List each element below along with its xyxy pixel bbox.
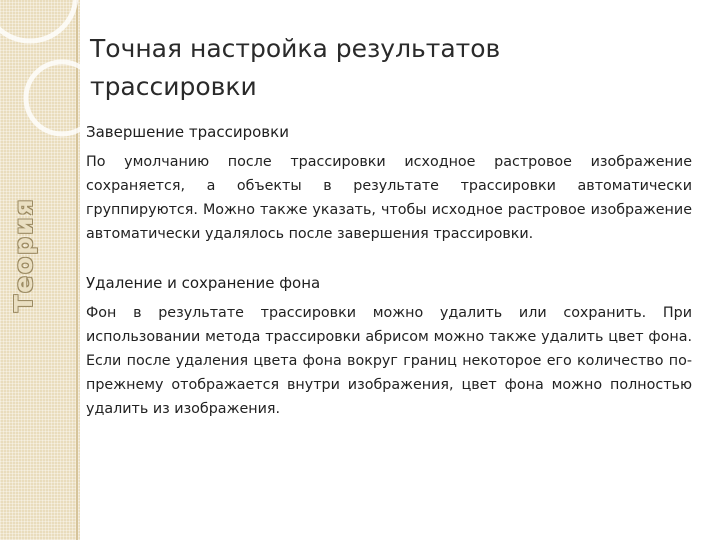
sidebar-label: Теория [9,197,38,312]
section-background-removal [86,271,692,421]
section-paragraph: По умолчанию после трассировки исходное растровое изображение сохраняется, а объекты в результате трассировки автоматически группируются. Можно также указать, чтобы исходное растровое изображение автоматически удалялось после завершения трассировки. [86,154,692,242]
slide-body [86,120,692,421]
section-paragraph: Фон в результате трассировки можно удалить или сохранить. При использовании метода трассировки абрисом можно также удалить цвет фона. Если после удаления цвета фона вокруг границ некоторое его количество по-прежнему отображается внутри изображения, цвет фона можно полностью удалить из изображения. [86,305,692,417]
page-title: Точная настройка результатов трассировки [90,34,501,101]
section-heading: Завершение трассировки [86,123,289,141]
decorative-circles-icon [0,0,80,140]
section-trace-completion [86,120,692,246]
section-heading: Удаление и сохранение фона [86,274,321,292]
